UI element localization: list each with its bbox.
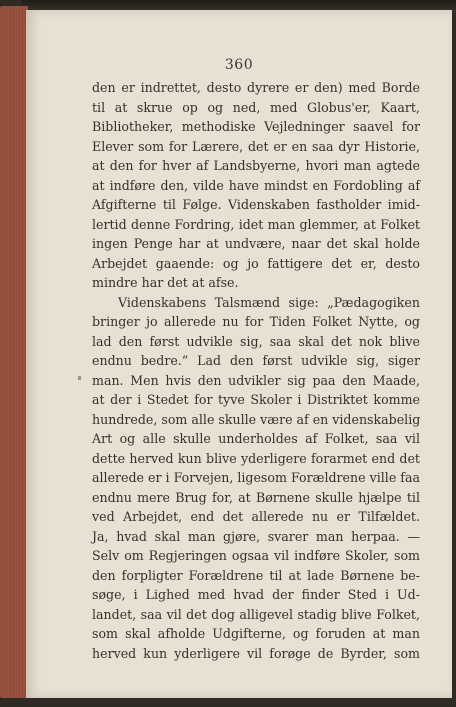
text-line: lad den først udvikle sig, saa skal det nok blive [92,333,420,349]
text-line: som skal afholde Udgifterne, og foruden at man [92,626,420,641]
text-line: Art og alle skulle underholdes af Folket, saa vil [92,431,420,446]
text-line: til at skrue op og ned, med Globus'er, Kaart, [92,99,420,115]
text-line: herved kun yderligere vil forøge de Byrder, som [92,645,420,661]
text-line: at der i Stedet for tyve Skoler i Distriktet komme [92,392,420,407]
text-line: Ja, hvad skal man gjøre, svarer man herpaa. — [92,528,420,544]
body-text [92,78,420,663]
text-line: lertid denne Fordring, idet man glemmer, at Folket [92,216,420,232]
text-line: den forpligter Forældrene til at lade Børnene be- [92,567,420,583]
text-line: Afgifterne til Følge. Videnskaben fastholder imid- [92,197,420,212]
text-line: ingen Penge har at undvære, naar det skal holde [92,236,420,251]
text-line: hundrede, som alle skulle være af en videnskabelig [92,411,421,427]
book-page-edges [0,6,28,698]
text-line: Videnskabens Talsmænd sige: „Pædagogiken [118,294,420,310]
text-line: søge, i Lighed med hvad der finder Sted i Ud- [92,587,420,602]
text-line: mindre har det at afse. [92,275,239,290]
margin-mark [78,376,81,380]
text-line: den er indrettet, desto dyrere er den) med Borde [92,80,420,95]
text-line: landet, saa vil det dog alligevel stadig blive Folket, [92,606,420,622]
text-line: endnu bedre.“ Lad den først udvikle sig, siger [92,353,420,368]
text-line: at indføre den, vilde have mindst en Fordobling af [92,177,420,193]
text-line: ved Arbejdet, end det allerede nu er Tilfældet. [92,509,420,524]
text-line: Elever som for Lærere, det er en saa dyr Historie, [92,138,420,154]
text-line: at den for hver af Landsbyerne, hvori man agtede [92,158,420,173]
page-number: 360 [224,57,254,73]
text-line: Selv om Regjeringen ogsaa vil indføre Skoler, som [92,548,420,563]
text-line: man. Men hvis den udvikler sig paa den Maade, [92,372,420,388]
text-line: dette herved kun blive yderligere forarmet end det [92,450,420,466]
text-line: Bibliotheker, methodiske Vejledninger saavel for [92,119,420,134]
text-line: allerede er i Forvejen, ligesom Forældrene ville faa [92,470,420,485]
text-line: endnu mere Brug for, at Børnene skulle hjælpe til [92,489,420,505]
text-line: Arbejdet gaaende: og jo fattigere det er, desto [92,255,420,271]
text-line: bringer jo allerede nu for Tiden Folket Nytte, og [92,314,420,329]
book-page [26,10,452,698]
